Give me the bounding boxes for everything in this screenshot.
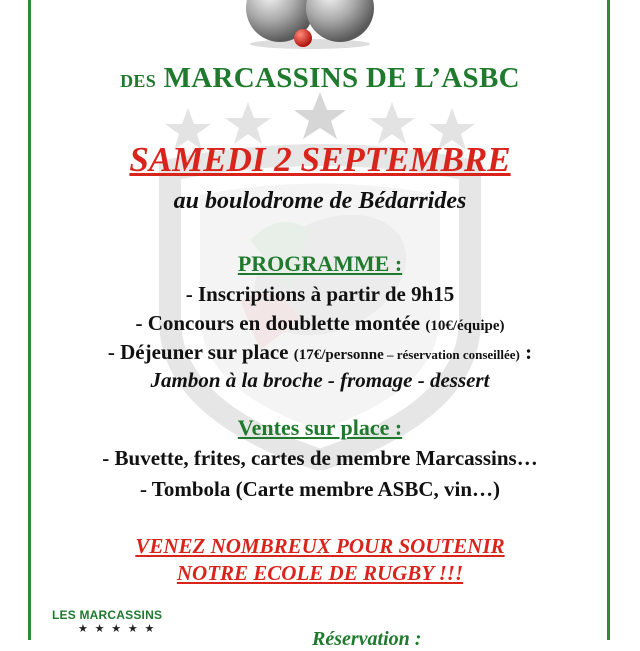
programme-item-text: - Concours en doublette montée <box>135 311 421 335</box>
sales-heading: Ventes sur place : <box>237 415 403 440</box>
star-icon <box>294 92 346 139</box>
sales-item: - Tombola (Carte membre ASBC, vin…) <box>139 477 501 501</box>
programme-item <box>0 311 640 336</box>
menu-description: Jambon à la broche - fromage - dessert <box>150 368 490 392</box>
programme-item-price: (10€/équipe) <box>425 318 505 334</box>
petanque-balls-illustration <box>235 0 385 50</box>
programme-item-colon: : <box>519 340 533 364</box>
programme-item-text: - Déjeuner sur place <box>107 340 289 364</box>
event-date: SAMEDI 2 SEPTEMBRE <box>129 140 511 179</box>
title-main: MARCASSINS DE L’ASBC <box>163 62 520 94</box>
star-icon <box>225 102 271 144</box>
programme-item-price: (17€/personne <box>293 347 384 363</box>
programme-item-text: - Inscriptions à partir de 9h15 <box>185 282 455 306</box>
programme-item <box>0 340 640 365</box>
call-to-action-line-2: NOTRE ECOLE DE RUGBY !!! <box>176 561 464 585</box>
reservation-label: Réservation : <box>312 628 422 650</box>
marcassins-logo <box>52 608 162 640</box>
logo-stars-icon: ★ ★ ★ ★ ★ <box>78 623 157 635</box>
logo-text: LES MARCASSINS <box>52 608 163 622</box>
call-to-action-line-1: VENEZ NOMBREUX POUR SOUTENIR <box>135 534 505 558</box>
programme-heading: PROGRAMME : <box>237 251 403 276</box>
programme-item <box>0 282 640 307</box>
programme-item-note: – réservation conseillée) <box>383 347 520 362</box>
event-venue: au boulodrome de Bédarrides <box>173 188 467 214</box>
sales-item: - Buvette, frites, cartes de membre Marcassins… <box>102 446 538 470</box>
star-icon <box>369 102 415 144</box>
event-title <box>0 62 640 95</box>
title-prefix: DES <box>120 71 157 91</box>
